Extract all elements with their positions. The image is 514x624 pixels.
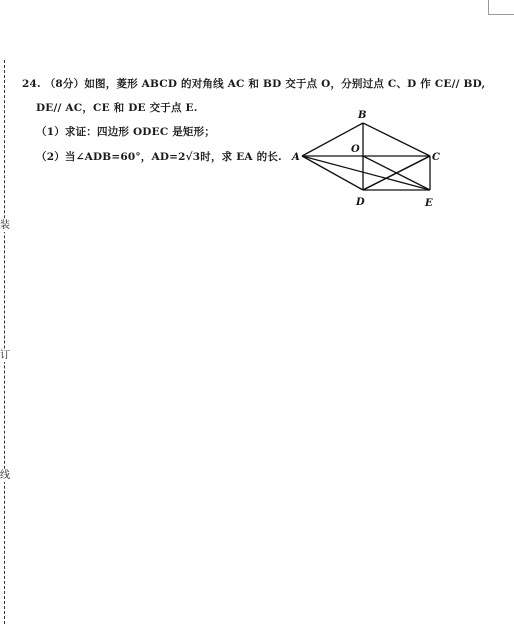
question-part-2: （2）当∠ADB=60°，AD=2√3时，求 EA 的长. <box>36 151 282 163</box>
label-O: O <box>351 144 360 155</box>
label-E: E <box>425 198 433 209</box>
binding-char-xian: 线 <box>0 470 10 481</box>
binding-char-ding: 订 <box>0 350 10 361</box>
segment-AE <box>302 156 430 190</box>
binding-dashed-line <box>4 60 5 624</box>
question-part-1: （1）求证：四边形 ODEC 是矩形； <box>36 126 216 138</box>
label-D: D <box>356 197 365 208</box>
label-C: C <box>432 152 440 163</box>
segment-BC <box>363 123 430 156</box>
geometry-diagram <box>290 108 450 216</box>
binding-char-zhuang: 装 <box>0 220 10 231</box>
question-line-1: 24. （8分）如图，菱形 ABCD 的对角线 AC 和 BD 交于点 O，分别过点 C、D 作 CE// BD, <box>22 78 486 90</box>
label-B: B <box>358 110 367 121</box>
corner-frame <box>488 0 514 15</box>
label-A: A <box>292 152 300 163</box>
question-line-2: DE// AC，CE 和 DE 交于点 E. <box>36 102 198 114</box>
segment-AD <box>302 156 363 190</box>
